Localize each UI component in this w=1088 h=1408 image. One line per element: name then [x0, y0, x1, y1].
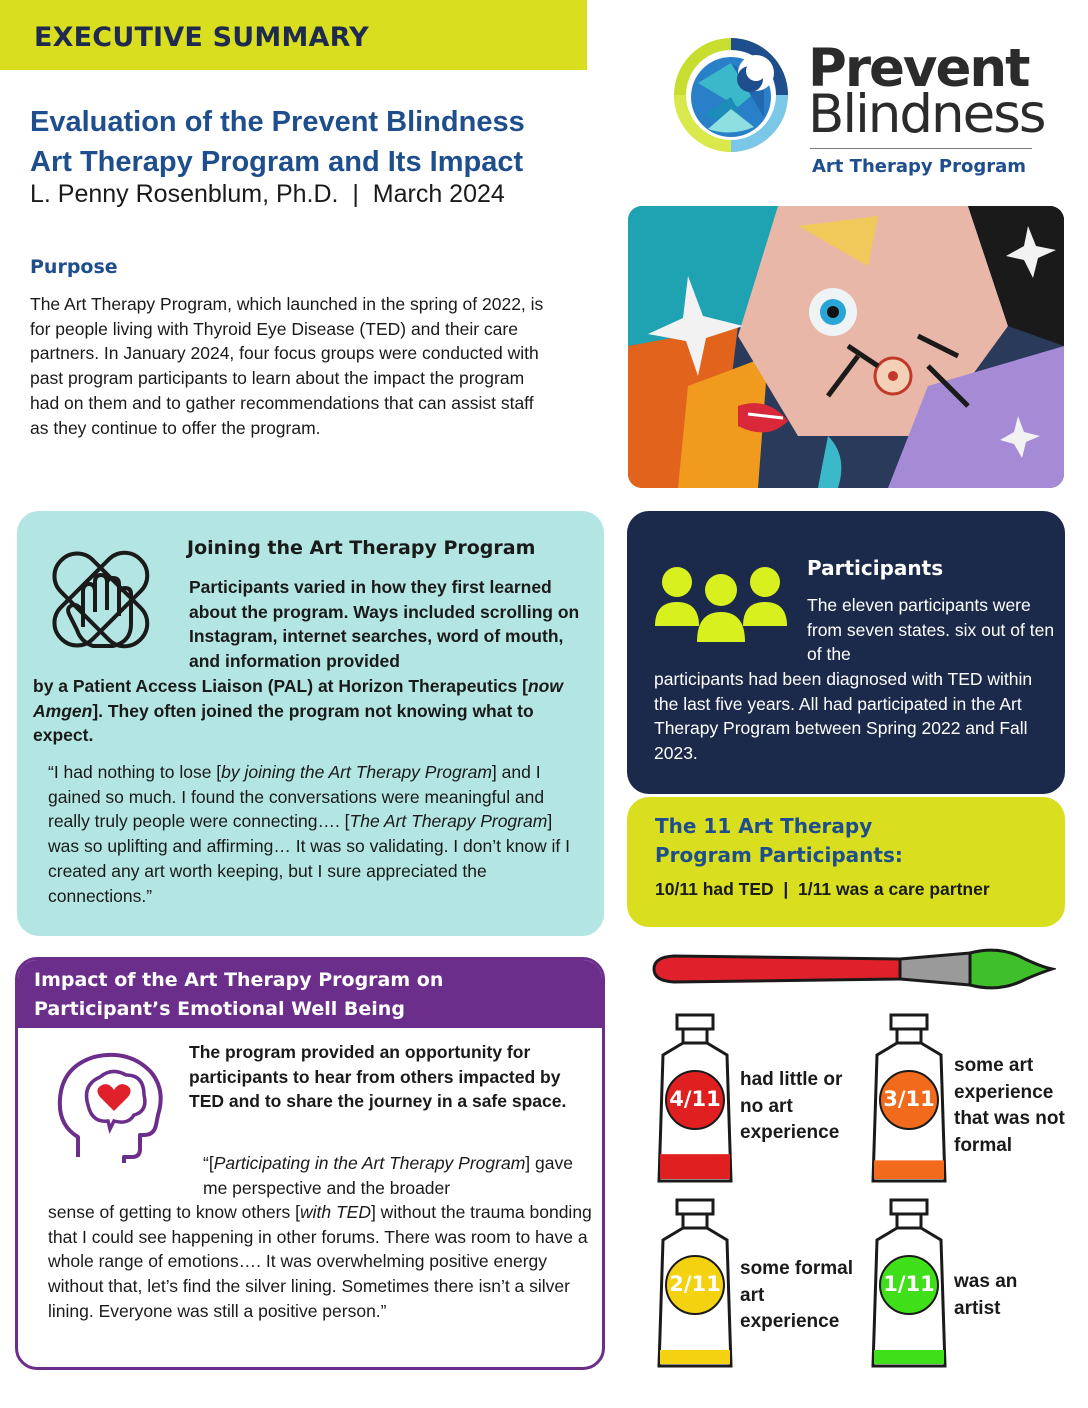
logo-word-prevent: Prevent	[808, 38, 1029, 99]
tube-1-label: had little or no art experience	[740, 1069, 843, 1143]
impact-quote-1b: Participating in the Art Therapy Program	[213, 1153, 526, 1173]
tube-3-label: some formal art experience	[740, 1258, 853, 1332]
tube-3-fill	[660, 1350, 730, 1364]
eleven-stats: 10/11 had TED | 1/11 was a care partner	[655, 879, 990, 899]
eleven-heading-line-1: The 11 Art Therapy	[655, 814, 873, 838]
joining-text-2c: ]. They often joined the program not knowing what to expect.	[33, 700, 534, 746]
tube-2-group	[869, 1013, 949, 1185]
tube-2-value: 3/11	[883, 1087, 935, 1111]
logo-subtitle: Art Therapy Program	[812, 156, 1026, 177]
title-line-1: Evaluation of the Prevent Blindness	[30, 106, 525, 138]
eye-logo-icon	[668, 33, 798, 155]
joining-quote-c: ] and I gained so much. I found the conversations were meaningful and really truly people were connecting…. [	[48, 762, 545, 832]
artwork-image	[628, 206, 1064, 488]
paintbrush-icon	[650, 945, 1056, 993]
hands-together-icon	[33, 532, 168, 667]
joining-quote	[48, 760, 588, 908]
joining-quote-b: by joining the Art Therapy Program	[221, 762, 492, 782]
impact-quote-2b: with TED	[299, 1202, 371, 1222]
tube-4-label: was an artist	[954, 1271, 1018, 1319]
tube-1-fill	[660, 1154, 730, 1179]
joining-text-2a: by a Patient Access Liaison (PAL) at Horizon Therapeutics [	[33, 676, 528, 696]
eleven-heading-line-2: Program Participants:	[655, 843, 903, 867]
page-title	[30, 102, 590, 182]
purpose-heading: Purpose	[30, 256, 118, 278]
tube-2-label: some art experience that was not formal	[954, 1055, 1065, 1156]
tube-2-fill	[874, 1160, 944, 1179]
tube-1-value: 4/11	[669, 1087, 721, 1111]
impact-heading-line-2: Participant’s Emotional Well Being	[34, 998, 405, 1020]
banner-label: EXECUTIVE SUMMARY	[34, 22, 369, 53]
impact-heading	[34, 966, 443, 1024]
logo-wordmark	[808, 38, 1045, 145]
head-heart-icon	[48, 1045, 176, 1163]
participants-text-2: participants had been diagnosed with TED within the last five years. All had participated in the Art Therapy Program between Spring 2022 and Fall 2023.	[654, 669, 1033, 764]
title-line-2: Art Therapy Program and Its Impact	[30, 146, 524, 178]
impact-heading-line-1: Impact of the Art Therapy Program on	[34, 969, 444, 991]
joining-text-2b: now Amgen	[33, 676, 563, 721]
executive-summary-banner	[0, 0, 587, 70]
impact-quote-2c: ] without the trauma bonding that I could see happening in other forums. There was room to have a whole range of emotions…. It was overwhelming positive energy without that, let’s find the silver lining. Sometimes there isn’t a silver lining. Everyone was still a positive person.”	[48, 1202, 592, 1321]
tube-4-group	[869, 1198, 949, 1370]
joining-quote-d: The Art Therapy Program	[349, 811, 548, 832]
joining-heading: Joining the Art Therapy Program	[187, 537, 536, 559]
participants-text-1: The eleven participants were from seven states. six out of ten of the	[807, 595, 1055, 665]
joining-quote-e: ] was so uplifting and affirming… It was so validating. I don’t know if I created any art worth keeping, but I sure appreciated the connections.”	[48, 811, 571, 906]
eleven-heading	[655, 812, 903, 870]
joining-text-1: Participants varied in how they first learned about the program. Ways included scrolling on Instagram, internet searches, word of mouth, and information provided	[189, 577, 580, 672]
group-people-icon	[655, 564, 787, 646]
logo-word-blindness: Blindness	[808, 84, 1045, 145]
joining-quote-a: “I had nothing to lose [	[48, 762, 222, 782]
impact-text: The program provided an opportunity for participants to hear from others impacted by TED and to share the journey in a safe space.	[189, 1042, 567, 1112]
tube-4-fill	[874, 1350, 944, 1364]
logo-divider	[810, 148, 1032, 149]
impact-quote-1	[203, 1151, 593, 1200]
author-date: L. Penny Rosenblum, Ph.D. | March 2024	[30, 180, 505, 208]
tube-1-group	[655, 1013, 735, 1185]
tube-4-value: 1/11	[883, 1272, 935, 1296]
impact-quote-1c: ] gave me perspective and the broader	[203, 1153, 573, 1198]
purpose-text: The Art Therapy Program, which launched in the spring of 2022, is for people living with Thyroid Eye Disease (TED) and their care partners. In January 2024, four focus groups were conducted with past program participants to learn about the impact the program had on them and to gather recommendations that can assist staff as they continue to offer the program.	[30, 294, 544, 438]
impact-quote-2	[48, 1200, 593, 1324]
impact-quote-1a: “[	[203, 1153, 214, 1173]
tube-3-group	[655, 1198, 735, 1370]
joining-text-2	[33, 674, 593, 748]
impact-quote-2a: sense of getting to know others [	[48, 1202, 300, 1222]
tube-3-value: 2/11	[669, 1272, 721, 1296]
participants-heading: Participants	[807, 556, 944, 580]
